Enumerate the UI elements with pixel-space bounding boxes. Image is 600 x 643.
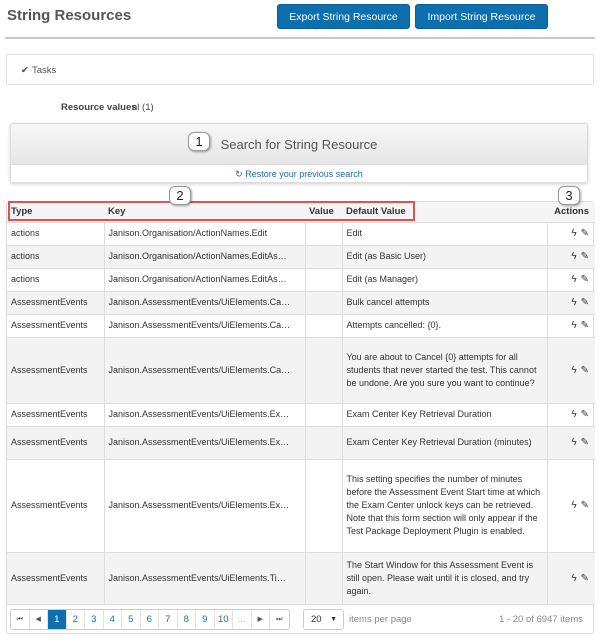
table-row <box>7 222 595 245</box>
more-pages-button[interactable]: ... <box>233 610 252 629</box>
lightning-icon[interactable]: ϟ <box>571 500 577 511</box>
cell-actions <box>547 459 595 552</box>
header-divider <box>5 37 595 39</box>
cell-type: AssessmentEvents <box>7 314 104 337</box>
last-page-button[interactable]: ⏭ <box>270 610 289 629</box>
callout-badge-3: 3 <box>558 186 580 205</box>
cell-default-value: The Start Window for this Assessment Event is still open. Please wait until it is closed, and try again. <box>342 552 547 604</box>
pencil-icon[interactable]: ✎ <box>580 364 589 376</box>
column-header-default-value[interactable]: Default Value <box>342 202 547 222</box>
table-row <box>7 403 595 426</box>
cell-key: Janison.AssessmentEvents/UiElements.Ca… <box>104 337 305 403</box>
search-toggle[interactable] <box>11 124 587 165</box>
cell-actions <box>547 314 595 337</box>
tasks-panel[interactable] <box>6 54 594 85</box>
pagination <box>10 609 290 630</box>
pencil-icon[interactable]: ✎ <box>580 409 589 420</box>
cell-value <box>305 245 342 268</box>
cell-value <box>305 337 342 403</box>
cell-default-value: Attempts cancelled: {0}. <box>342 314 547 337</box>
cell-default-value: Edit (as Basic User) <box>342 245 547 268</box>
cell-actions <box>547 291 595 314</box>
cell-value <box>305 268 342 291</box>
cell-type: actions <box>7 245 104 268</box>
lightning-icon[interactable]: ϟ <box>571 572 577 584</box>
cell-actions <box>547 268 595 291</box>
page-button-6[interactable]: 6 <box>141 610 160 629</box>
restore-search-label: Restore your previous search <box>245 169 363 179</box>
page-button-1[interactable]: 1 <box>48 610 67 629</box>
string-resources-grid <box>6 201 594 634</box>
lightning-icon[interactable]: ϟ <box>571 228 577 239</box>
pencil-icon[interactable]: ✎ <box>580 251 589 262</box>
cell-key: Janison.Organisation/ActionNames.EditAs… <box>104 245 305 268</box>
page-button-8[interactable]: 8 <box>178 610 197 629</box>
cell-actions <box>547 337 595 403</box>
lightning-icon[interactable]: ϟ <box>571 320 577 331</box>
cell-key: Janison.Organisation/ActionNames.Edit <box>104 222 305 245</box>
cell-key: Janison.AssessmentEvents/UiElements.Ex… <box>104 403 305 426</box>
column-header-type[interactable]: Type <box>7 202 104 222</box>
cell-actions <box>547 245 595 268</box>
table-row <box>7 552 595 604</box>
lightning-icon[interactable]: ϟ <box>571 274 577 285</box>
page-button-5[interactable]: 5 <box>122 610 141 629</box>
table-row <box>7 459 595 552</box>
cell-default-value: This setting specifies the number of minutes before the Assessment Event Start time at which the Exam Center unlock keys can be retrieved. Note that this form section will only appear if the Test Package Deployment Plugin is enabled. <box>342 459 547 552</box>
page-header <box>0 0 600 40</box>
search-panel <box>10 123 588 183</box>
cell-type: AssessmentEvents <box>7 291 104 314</box>
callout-badge-1: 1 <box>188 132 210 151</box>
cell-type: AssessmentEvents <box>7 459 104 552</box>
tasks-label: Tasks <box>31 65 57 76</box>
table-body <box>7 222 595 604</box>
cell-default-value: Exam Center Key Retrieval Duration <box>342 403 547 426</box>
cell-value <box>305 314 342 337</box>
cell-value <box>305 426 342 459</box>
page-button-2[interactable]: 2 <box>67 610 86 629</box>
tasks-toggle[interactable] <box>21 65 56 76</box>
export-string-resource-button[interactable]: Export String Resource <box>277 4 410 29</box>
page-size-select[interactable] <box>303 609 344 630</box>
cell-default-value: Edit (as Manager) <box>342 268 547 291</box>
pencil-icon[interactable]: ✎ <box>580 228 589 239</box>
cell-type: AssessmentEvents <box>7 337 104 403</box>
cell-value <box>305 552 342 604</box>
table-row <box>7 245 595 268</box>
cell-key: Janison.AssessmentEvents/UiElements.Ca… <box>104 314 305 337</box>
table-row <box>7 268 595 291</box>
page-title: String Resources <box>7 7 132 24</box>
table-row <box>7 337 595 403</box>
resource-values-label: Resource values <box>61 102 137 113</box>
lightning-icon[interactable]: ϟ <box>571 297 577 308</box>
lightning-icon[interactable]: ϟ <box>571 409 577 420</box>
pencil-icon[interactable]: ✎ <box>580 500 589 511</box>
table-header-row <box>7 202 595 222</box>
cell-key: Janison.AssessmentEvents/UiElements.Ex… <box>104 426 305 459</box>
cell-value <box>305 222 342 245</box>
cell-default-value: You are about to Cancel {0} attempts for all students that never started the test. This cannot be undone. Are you sure you want to continue? <box>342 337 547 403</box>
search-title: Search for String Resource <box>220 137 378 152</box>
lightning-icon[interactable]: ϟ <box>571 437 577 448</box>
cell-value <box>305 403 342 426</box>
resource-values-value: nl (1) <box>132 102 154 113</box>
cell-type: actions <box>7 268 104 291</box>
table-row <box>7 291 595 314</box>
cell-default-value: Bulk cancel attempts <box>342 291 547 314</box>
table-row <box>7 426 595 459</box>
refresh-icon: ↻ <box>235 169 246 179</box>
column-header-actions: Actions <box>547 202 595 222</box>
cell-actions <box>547 222 595 245</box>
lightning-icon[interactable]: ϟ <box>571 251 577 262</box>
lightning-icon[interactable]: ϟ <box>571 364 577 376</box>
pagination-info: 1 - 20 of 6947 items <box>499 614 583 625</box>
table-row <box>7 314 595 337</box>
restore-search-link[interactable] <box>11 165 587 183</box>
cell-type: actions <box>7 222 104 245</box>
cell-type: AssessmentEvents <box>7 552 104 604</box>
pencil-icon[interactable]: ✎ <box>580 572 589 584</box>
column-header-key[interactable]: Key <box>104 202 305 222</box>
cell-key: Janison.AssessmentEvents/UiElements.Ca… <box>104 291 305 314</box>
checkmark-icon: ✔ <box>21 65 29 76</box>
cell-key: Janison.AssessmentEvents/UiElements.Ex… <box>104 459 305 552</box>
cell-type: AssessmentEvents <box>7 403 104 426</box>
page-button-4[interactable]: 4 <box>104 610 123 629</box>
cell-value <box>305 291 342 314</box>
items-per-page-label: items per page <box>349 614 412 625</box>
page-button-3[interactable]: 3 <box>85 610 104 629</box>
page-button-9[interactable]: 9 <box>196 610 215 629</box>
cell-default-value: Edit <box>342 222 547 245</box>
page-button-10[interactable]: 10 <box>215 610 234 629</box>
cell-actions <box>547 426 595 459</box>
chevron-down-icon: ▼ <box>330 616 337 623</box>
cell-key: Janison.Organisation/ActionNames.EditAs… <box>104 268 305 291</box>
import-string-resource-button[interactable]: Import String Resource <box>415 4 548 29</box>
pencil-icon[interactable]: ✎ <box>580 320 589 331</box>
cell-key: Janison.AssessmentEvents/UiElements.Ti… <box>104 552 305 604</box>
column-header-value[interactable]: Value <box>305 202 342 222</box>
cell-actions <box>547 552 595 604</box>
pencil-icon[interactable]: ✎ <box>580 437 589 448</box>
page-button-7[interactable]: 7 <box>159 610 178 629</box>
cell-actions <box>547 403 595 426</box>
pencil-icon[interactable]: ✎ <box>580 274 589 285</box>
cell-default-value: Exam Center Key Retrieval Duration (minutes) <box>342 426 547 459</box>
first-page-button[interactable]: ⏮ <box>11 610 30 629</box>
pencil-icon[interactable]: ✎ <box>580 297 589 308</box>
string-resources-table <box>7 202 595 605</box>
previous-page-button[interactable]: ◀ <box>30 610 49 629</box>
page-size-value: 20 <box>311 614 322 625</box>
next-page-button[interactable]: ▶ <box>252 610 271 629</box>
callout-badge-2: 2 <box>169 186 191 205</box>
cell-value <box>305 459 342 552</box>
cell-type: AssessmentEvents <box>7 426 104 459</box>
